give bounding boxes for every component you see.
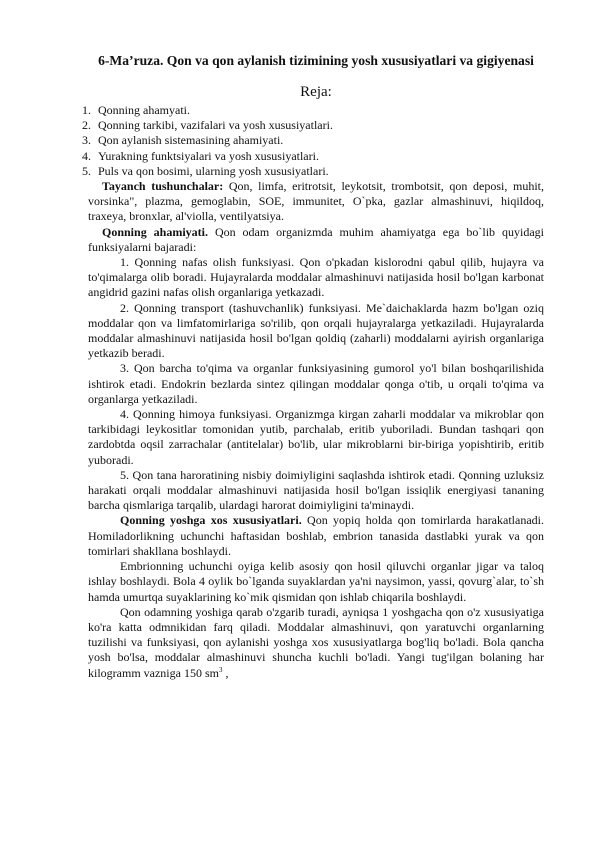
age-features-paragraph: [88, 513, 544, 559]
plan-item: [82, 149, 538, 164]
plan-item-text: Qonning tarkibi, vazifalari va yosh xususiyatlari.: [98, 118, 333, 133]
blood-age-paragraph: [88, 605, 544, 681]
embryo-paragraph: Embrionning uchunchi oyiga kelib asosiy qon hosil qiluvchi organlar jigar va taloq ishlay boshlaydi. Bola 4 oylik bo`lganda suyaklardan ya'ni naysimon, yassi, qovurg`alar, to`sh hamda umurtqa suyaklarining ko`mik qismidan qon ishlab chiqarila boshlaydi.: [88, 559, 544, 604]
importance-paragraph: [88, 225, 544, 255]
function-paragraph-3: 3. Qon barcha to'qima va organlar funksiyasining gumorol yo'l bilan boshqarilishida ishtirok etadi. Endokrin bezlarda sintez qilingan moddalar qonga o'tib, u orqali to'qima va organlarga yetkaziladi.: [88, 361, 544, 406]
cubic-superscript: 3: [218, 665, 223, 674]
plan-item: [82, 103, 538, 118]
function-paragraph-4: 4. Qonning himoya funksiyasi. Organizmga kirgan zaharli moddalar va mikroblar qon tarkibidagi leykositlar tomonidan yutib, parchalab, eritib yuboriladi. Bundan tashqari qon zardobtda oqsil zarrachalar (antitelalar) bo'lib, ular mikroblarni bir-biriga yopishtirib, eritib yuboradi.: [88, 407, 544, 467]
age-features-text: Qon yopiq holda qon tomirlarda harakatlanadi. Homiladorlikning uchunchi haftasidan boshlab, embrion tanasida dastlabki yurak va qon tomirlari shakllana boshlaydi.: [88, 513, 544, 558]
plan-item-text: Qonning ahamyati.: [98, 103, 190, 117]
importance-text: Qon odam organizmda muhim ahamiyatga ega bo`lib quyidagi funksiyalarni bajaradi:: [88, 224, 544, 254]
plan-item: [82, 118, 538, 133]
plan-item-text: Qon aylanish sistemasining ahamiyati.: [98, 133, 284, 148]
plan-item-number: 5.: [82, 163, 91, 178]
plan-heading: Reja:: [300, 84, 332, 100]
importance-label: Qonning ahamiyati.: [102, 224, 208, 239]
key-terms-text: Qon, limfa, eritrotsit, leykotsit, trombotsit, qon deposi, muhit, vorsinka", plazma, gemoglabin, SOE, immunitet, O`pka, gazlar almashinuvi, hiqildoq, traxeya, bronxlar, al'violla, ventilyatsiya.: [88, 179, 544, 224]
plan-item-text: Puls va qon bosimi, ularning yosh xususiyatlari.: [98, 163, 329, 178]
age-features-label: Qonning yoshga xos xususiyatlari.: [120, 513, 302, 528]
function-paragraph-5: 5. Qon tana haroratining nisbiy doimiyligini saqlashda ishtirok etadi. Qonning uzluksiz harakati orqali moddalar almashinuvi natijasida hosil bo'lgan issiqlik energiyasi tananing barcha qismlariga tarqalib, ulardagi harorat doimiyligini ta'minaydi.: [88, 467, 544, 513]
function-paragraph-2: 2. Qonning transport (tashuvchanlik) funksiyasi. Me`daichaklarda hazm bo'lgan oziq moddalar qon va limfatomirlariga so'rilib, qon orqali hujayralarga yetkaziladi. Hujayralarda moddalar almashinuvi natijasida hosil bo'lgan qoldiq (zaharli) moddalarni ayirish organlariga yetkazib beradi.: [88, 300, 544, 361]
blood-age-text: Qon odamning yoshiga qarab o'zgarib turadi, ayniqsa 1 yoshgacha qon o'z xususiyatiga ko'ra katta odmnikidan farq qiladi. Moddalar almashinuvi, qon yaratuvchi organlarning tuzilishi va funksiyasi, qon aylanishi yoshga xos xususiyatlarga bog'liq bo'ladi. Bola qancha yosh bo'lsa, moddalar almashinuvi shuncha kuchli bo'ladi. Yangi tug'ilgan bolaning har kilogramm vazniga 150 sm: [88, 604, 544, 680]
plan-item-text: Yurakning funktsiyalari va yosh xususiyatlari.: [98, 148, 319, 163]
plan-item-number: 2.: [82, 118, 91, 133]
plan-list: [82, 103, 544, 179]
plan-item: [82, 164, 538, 179]
function-paragraph-1: 1. Qonning nafas olish funksiyasi. Qon o'pkadan kislorodni qabul qilib, hujayra va to'qimalarga olib boradi. Hujayralarda moddalar almashinuvi natijasida hosil bo'lgan karbonat angidrid gazini nafas olish organlariga yetkazadi.: [88, 255, 544, 300]
key-terms-paragraph: [88, 179, 544, 225]
plan-item-number: 1.: [82, 103, 91, 117]
plan-item-number: 4.: [82, 148, 91, 163]
plan-item-number: 3.: [82, 133, 91, 148]
document-page: [82, 52, 544, 681]
key-terms-label: Tayanch tushunchalar:: [102, 179, 224, 194]
blood-age-tail: ,: [222, 665, 229, 680]
lecture-title: 6-Ma’ruza. Qon va qon aylanish tizimining yosh xususiyatlari va gigiyenasi: [98, 53, 534, 68]
plan-item: [82, 133, 538, 148]
